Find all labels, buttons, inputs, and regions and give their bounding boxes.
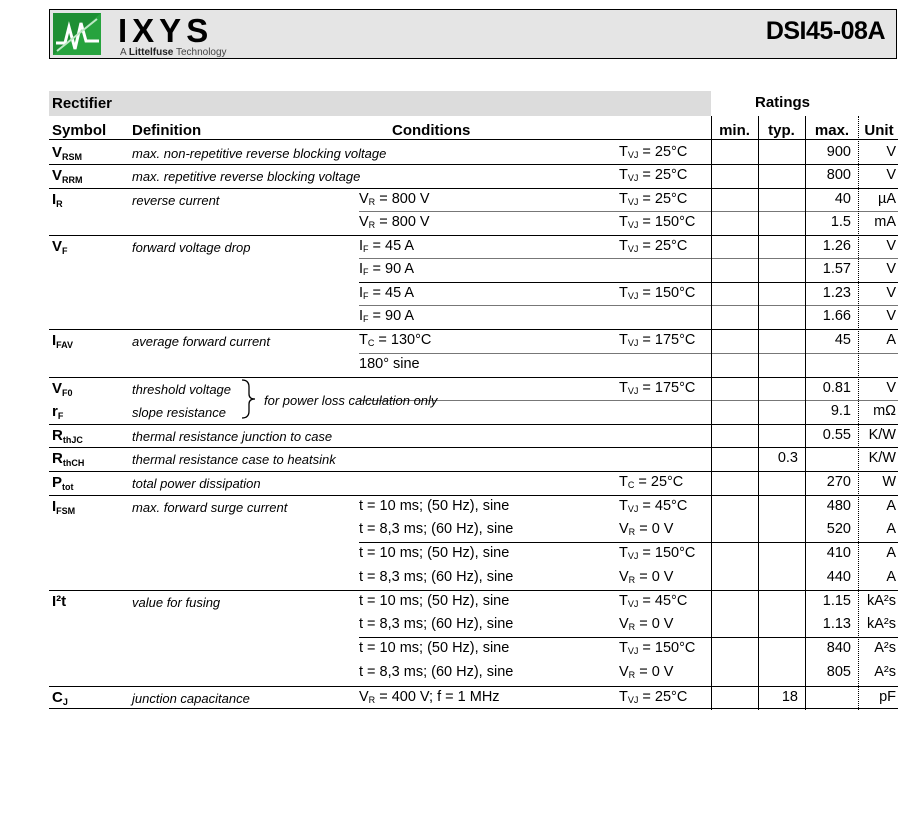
- temp-symbol: T: [619, 498, 628, 514]
- row-divider: [49, 377, 898, 378]
- section-title: Rectifier: [52, 95, 113, 112]
- max-value: 45: [834, 332, 851, 348]
- temp-subscript: R: [628, 670, 636, 680]
- row-divider: [359, 282, 898, 283]
- temperature-condition-cell: [619, 379, 695, 401]
- temp-subscript: VJ: [627, 173, 639, 183]
- temp-subscript: VJ: [627, 599, 639, 609]
- condition-cell: [359, 688, 500, 710]
- condition-main: V: [359, 214, 369, 230]
- temperature-condition-cell: [619, 663, 673, 685]
- condition-cell: [359, 544, 509, 563]
- condition-cell: [359, 568, 513, 587]
- symbol-cell: [52, 473, 74, 497]
- col-header-unit: Unit: [864, 122, 894, 139]
- symbol-cell: [52, 497, 75, 521]
- condition-main: I: [359, 285, 364, 301]
- condition-main: t = 10 ms; (50 Hz), sine: [359, 593, 510, 609]
- condition-cell: [359, 190, 430, 212]
- condition-value: = 800 V: [375, 214, 430, 230]
- temp-symbol: V: [619, 664, 629, 680]
- symbol-main: I: [52, 332, 57, 349]
- condition-subscript: R: [368, 197, 376, 207]
- max-value: 270: [826, 474, 851, 490]
- unit-value: A: [886, 569, 896, 585]
- max-value: 1.23: [822, 285, 851, 301]
- symbol-subscript: F: [62, 246, 68, 256]
- row-divider: [49, 139, 898, 140]
- unit-value: V: [886, 285, 896, 301]
- temp-symbol: T: [619, 640, 628, 656]
- symbol-cell: [52, 166, 83, 190]
- definition-cell: max. repetitive reverse blocking voltage: [132, 169, 361, 184]
- symbol-subscript: R: [56, 199, 63, 209]
- temperature-condition-cell: [619, 568, 673, 590]
- symbol-subscript: FAV: [56, 340, 74, 350]
- condition-subscript: R: [368, 220, 376, 230]
- temp-value: = 175°C: [638, 332, 696, 348]
- temp-subscript: VJ: [627, 551, 639, 561]
- temp-symbol: T: [619, 191, 628, 207]
- row-divider: [49, 686, 898, 687]
- ratings-label: Ratings: [755, 94, 811, 111]
- unit-value: kA²s: [867, 616, 896, 632]
- unit-value: kA²s: [867, 593, 896, 609]
- row-divider: [49, 235, 898, 236]
- max-value: 440: [826, 569, 851, 585]
- temp-subscript: VJ: [627, 646, 639, 656]
- typ-value: 18: [781, 689, 798, 705]
- row-divider: [49, 590, 898, 591]
- unit-value: V: [886, 144, 896, 160]
- temp-subscript: VJ: [627, 150, 639, 160]
- max-value: 1.66: [822, 308, 851, 324]
- row-divider: [49, 495, 898, 496]
- max-value: 40: [834, 191, 851, 207]
- symbol-main: V: [52, 238, 63, 255]
- symbol-subscript: thCH: [62, 458, 85, 468]
- temp-symbol: T: [619, 380, 628, 396]
- temp-value: = 45°C: [638, 593, 688, 609]
- condition-main: t = 8,3 ms; (60 Hz), sine: [359, 569, 514, 585]
- row-divider: [359, 353, 898, 354]
- temp-subscript: VJ: [627, 386, 639, 396]
- condition-value: = 400 V; f = 1 MHz: [375, 689, 500, 705]
- symbol-main: V: [52, 144, 63, 161]
- symbol-cell: [52, 190, 63, 214]
- temperature-condition-cell: [619, 237, 687, 259]
- definition-cell: total power dissipation: [132, 476, 261, 491]
- temp-subscript: VJ: [627, 291, 639, 301]
- temp-value: = 25°C: [638, 144, 688, 160]
- row-divider: [359, 305, 898, 306]
- unit-value: mΩ: [873, 403, 896, 419]
- condition-subscript: F: [363, 267, 369, 277]
- temp-symbol: V: [619, 569, 629, 585]
- max-value: 805: [826, 664, 851, 680]
- max-value: 900: [826, 144, 851, 160]
- definition-cell: average forward current: [132, 334, 271, 349]
- col-header-min: min.: [719, 122, 750, 139]
- definition-cell: threshold voltage: [132, 382, 232, 397]
- temp-symbol: V: [619, 521, 629, 537]
- max-value: 1.5: [830, 214, 851, 230]
- condition-cell: [359, 355, 420, 374]
- row-divider: [359, 258, 898, 259]
- symbol-subscript: FSM: [56, 506, 76, 516]
- symbol-cell: [52, 402, 63, 426]
- row-divider: [49, 708, 898, 709]
- row-divider: [359, 211, 898, 212]
- temp-subscript: R: [628, 622, 636, 632]
- row-divider: [49, 424, 898, 425]
- temp-value: = 25°C: [638, 238, 688, 254]
- row-divider: [49, 188, 898, 189]
- temp-value: = 0 V: [635, 521, 674, 537]
- temp-subscript: VJ: [627, 244, 639, 254]
- temp-symbol: T: [619, 332, 628, 348]
- temp-subscript: VJ: [627, 197, 639, 207]
- symbol-main: R: [52, 450, 63, 467]
- temperature-condition-cell: [619, 190, 687, 212]
- column-divider: [805, 116, 806, 710]
- condition-cell: [359, 497, 509, 516]
- condition-value: = 90 A: [368, 261, 415, 277]
- temp-value: = 0 V: [635, 616, 674, 632]
- brand-tagline: A Littelfuse Technology: [120, 47, 227, 58]
- temp-symbol: T: [619, 214, 628, 230]
- row-divider: [359, 542, 898, 543]
- symbol-subscript: thJC: [62, 435, 83, 445]
- unit-value: A: [886, 498, 896, 514]
- unit-value: A: [886, 332, 896, 348]
- unit-value: V: [886, 380, 896, 396]
- symbol-main: V: [52, 380, 63, 397]
- unit-value: V: [886, 261, 896, 277]
- condition-main: t = 10 ms; (50 Hz), sine: [359, 498, 510, 514]
- condition-cell: [359, 331, 431, 353]
- unit-value: V: [886, 238, 896, 254]
- symbol-cell: [52, 331, 73, 355]
- unit-value: A²s: [874, 664, 896, 680]
- symbol-cell: [52, 449, 84, 473]
- brace-note: for power loss calculation only: [264, 393, 438, 408]
- condition-main: T: [359, 332, 368, 348]
- unit-value: V: [886, 167, 896, 183]
- max-value: 1.13: [822, 616, 851, 632]
- temp-subscript: R: [628, 575, 636, 585]
- temperature-condition-cell: [619, 615, 673, 637]
- temperature-condition-cell: [619, 331, 695, 353]
- unit-value: V: [886, 308, 896, 324]
- temp-subscript: VJ: [627, 338, 639, 348]
- condition-cell: [359, 592, 509, 611]
- temp-value: = 25°C: [638, 191, 688, 207]
- unit-value: A: [886, 545, 896, 561]
- temperature-condition-cell: [619, 143, 687, 165]
- col-header-definition: Definition: [132, 122, 202, 139]
- symbol-subscript: F0: [62, 388, 73, 398]
- symbol-cell: [52, 237, 68, 261]
- temp-subscript: VJ: [627, 504, 639, 514]
- row-divider: [49, 447, 898, 448]
- condition-cell: [359, 520, 513, 539]
- symbol-subscript: RRM: [62, 175, 83, 185]
- temp-value: = 150°C: [638, 545, 696, 561]
- unit-value: µA: [877, 191, 896, 207]
- definition-cell: reverse current: [132, 193, 220, 208]
- definition-cell: max. non-repetitive reverse blocking voltage: [132, 146, 387, 161]
- max-value: 520: [826, 521, 851, 537]
- temp-symbol: T: [619, 167, 628, 183]
- temp-symbol: T: [619, 689, 628, 705]
- temp-subscript: VJ: [627, 220, 639, 230]
- ixys-logo-icon: [53, 13, 101, 55]
- col-header-symbol: Symbol: [52, 122, 107, 139]
- temperature-condition-cell: [619, 213, 695, 235]
- definition-cell: thermal resistance case to heatsink: [132, 452, 336, 467]
- condition-cell: [359, 213, 430, 235]
- max-value: 0.81: [822, 380, 851, 396]
- unit-value: mA: [874, 214, 896, 230]
- temp-value: = 150°C: [638, 214, 696, 230]
- condition-value: = 800 V: [375, 191, 430, 207]
- unit-value: pF: [879, 689, 896, 705]
- temp-value: = 0 V: [635, 664, 674, 680]
- temperature-condition-cell: [619, 544, 695, 566]
- temperature-condition-cell: [619, 520, 673, 542]
- temp-value: = 45°C: [638, 498, 688, 514]
- condition-cell: [359, 237, 414, 259]
- condition-subscript: F: [363, 244, 369, 254]
- symbol-main: I: [52, 498, 57, 515]
- max-value: 800: [826, 167, 851, 183]
- brand-name: IXYS: [118, 12, 214, 49]
- condition-cell: [359, 663, 513, 682]
- max-value: 1.15: [822, 593, 851, 609]
- symbol-main: P: [52, 474, 63, 491]
- unit-value: W: [882, 474, 896, 490]
- symbol-main: R: [52, 427, 63, 444]
- unit-value: K/W: [868, 450, 896, 466]
- temp-value: = 150°C: [638, 285, 696, 301]
- temp-symbol: T: [619, 238, 628, 254]
- symbol-subscript: F: [57, 411, 64, 421]
- temp-value: = 0 V: [635, 569, 674, 585]
- symbol-main: I²t: [52, 593, 67, 610]
- symbol-cell: [52, 379, 73, 403]
- datasheet-header: [49, 9, 897, 59]
- condition-main: 180° sine: [359, 356, 420, 372]
- row-divider: [49, 471, 898, 472]
- symbol-main: V: [52, 167, 63, 184]
- temp-symbol: T: [619, 474, 628, 490]
- condition-main: V: [359, 689, 369, 705]
- temperature-condition-cell: [619, 473, 683, 495]
- symbol-subscript: tot: [62, 482, 74, 492]
- condition-subscript: F: [363, 314, 369, 324]
- condition-main: V: [359, 191, 369, 207]
- condition-cell: [359, 639, 509, 658]
- temp-value: = 150°C: [638, 640, 696, 656]
- temp-symbol: V: [619, 616, 629, 632]
- max-value: 1.26: [822, 238, 851, 254]
- unit-value: K/W: [868, 427, 896, 443]
- typ-value: 0.3: [777, 450, 798, 466]
- unit-value: A²s: [874, 640, 896, 656]
- max-value: 480: [826, 498, 851, 514]
- col-header-conditions: Conditions: [392, 122, 471, 139]
- condition-cell: [359, 615, 513, 634]
- temperature-condition-cell: [619, 166, 687, 188]
- condition-cell: [359, 307, 414, 329]
- condition-cell: [359, 284, 414, 306]
- col-header-typ: typ.: [768, 122, 795, 139]
- temp-value: = 25°C: [634, 474, 684, 490]
- definition-cell: value for fusing: [132, 595, 221, 610]
- max-value: 9.1: [830, 403, 851, 419]
- condition-main: t = 10 ms; (50 Hz), sine: [359, 640, 510, 656]
- max-value: 840: [826, 640, 851, 656]
- temperature-condition-cell: [619, 284, 695, 306]
- temperature-condition-cell: [619, 592, 687, 614]
- max-value: 1.57: [822, 261, 851, 277]
- definition-cell: forward voltage drop: [132, 240, 251, 255]
- condition-main: I: [359, 308, 364, 324]
- temperature-condition-cell: [619, 639, 695, 661]
- unit-value: A: [886, 521, 896, 537]
- condition-main: I: [359, 261, 364, 277]
- definition-cell: junction capacitance: [132, 691, 250, 706]
- column-divider: [711, 116, 712, 710]
- condition-value: = 130°C: [374, 332, 432, 348]
- row-divider: [49, 329, 898, 330]
- row-divider: [359, 400, 898, 401]
- symbol-main: C: [52, 689, 63, 706]
- temp-symbol: T: [619, 285, 628, 301]
- definition-cell: slope resistance: [132, 405, 226, 420]
- condition-cell: [359, 260, 414, 282]
- temp-subscript: C: [627, 480, 635, 490]
- temp-value: = 25°C: [638, 689, 688, 705]
- column-divider: [758, 116, 759, 710]
- condition-subscript: R: [368, 695, 376, 705]
- section-title-bar: [49, 91, 711, 116]
- row-divider: [359, 637, 898, 638]
- temp-subscript: VJ: [627, 695, 639, 705]
- condition-subscript: F: [363, 291, 369, 301]
- condition-subscript: C: [367, 338, 375, 348]
- symbol-main: I: [52, 191, 57, 208]
- temp-symbol: T: [619, 593, 628, 609]
- col-header-max: max.: [814, 122, 850, 139]
- condition-value: = 45 A: [368, 285, 415, 301]
- condition-value: = 45 A: [368, 238, 415, 254]
- temp-symbol: T: [619, 545, 628, 561]
- condition-main: t = 10 ms; (50 Hz), sine: [359, 545, 510, 561]
- symbol-main: r: [52, 403, 58, 420]
- symbol-subscript: J: [62, 697, 68, 707]
- symbol-subscript: RSM: [62, 152, 83, 162]
- condition-main: t = 8,3 ms; (60 Hz), sine: [359, 521, 514, 537]
- definition-cell: thermal resistance junction to case: [132, 429, 333, 444]
- temp-value: = 175°C: [638, 380, 696, 396]
- column-divider: [858, 116, 859, 710]
- condition-main: t = 8,3 ms; (60 Hz), sine: [359, 664, 514, 680]
- max-value: 410: [826, 545, 851, 561]
- symbol-cell: [52, 592, 66, 611]
- max-value: 0.55: [822, 427, 851, 443]
- curly-brace-icon: [240, 379, 258, 419]
- temperature-condition-cell: [619, 497, 687, 519]
- part-number: DSI45-08A: [765, 17, 885, 45]
- temp-symbol: T: [619, 144, 628, 160]
- temp-value: = 25°C: [638, 167, 688, 183]
- temp-subscript: R: [628, 527, 636, 537]
- condition-value: = 90 A: [368, 308, 415, 324]
- row-divider: [49, 164, 898, 165]
- condition-main: t = 8,3 ms; (60 Hz), sine: [359, 616, 514, 632]
- definition-cell: max. forward surge current: [132, 500, 288, 515]
- condition-main: I: [359, 238, 364, 254]
- temperature-condition-cell: [619, 688, 687, 710]
